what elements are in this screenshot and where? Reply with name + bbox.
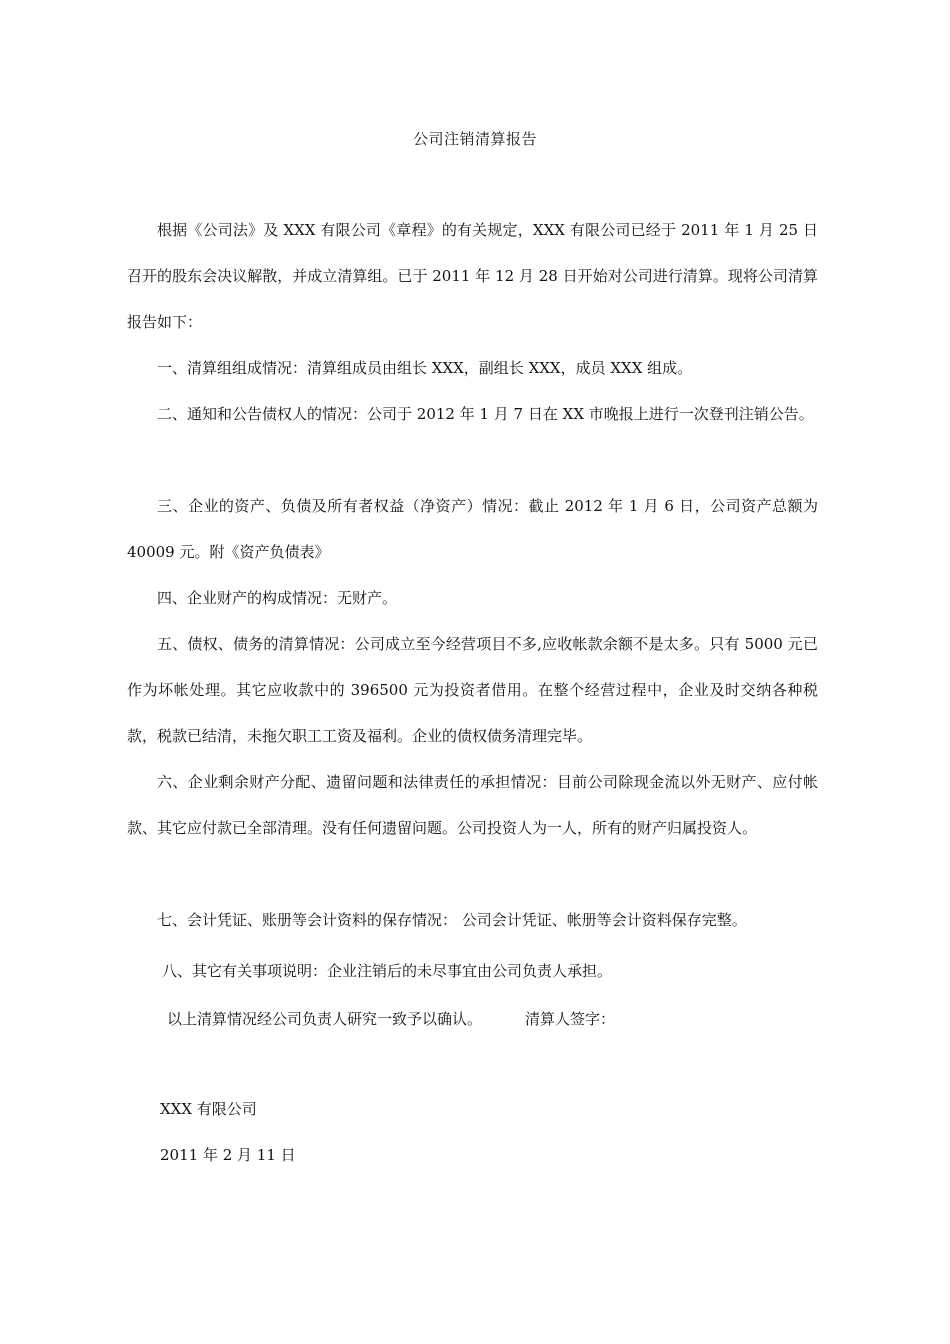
signature-label: 清算人签字： (525, 1010, 616, 1028)
document-date: 2011 年 2 月 11 日 (160, 1146, 296, 1164)
section-5-paragraph: 五、债权、债务的清算情况：公司成立至今经营项目不多,应收帐款余额不是太多。只有 5000 元已作为坏帐处理。其它应收款中的 396500 元为投资者借用。在整个经营过程中，企业及时交纳各种税款，税款已结清，未拖欠职工工资及福利。企业的债权债务清理完毕。 (127, 635, 818, 745)
confirmation-text: 以上清算情况经公司负责人研究一致予以确认。 (167, 1010, 483, 1028)
section-8-paragraph: 八、其它有关事项说明：企业注销后的未尽事宜由公司负责人承担。 (162, 962, 613, 980)
section-1-paragraph: 一、清算组组成情况：清算组成员由组长 XXX，副组长 XXX，成员 XXX 组成。 (157, 359, 693, 377)
section-7-paragraph: 七、会计凭证、账册等会计资料的保存情况： 公司会计凭证、帐册等会计资料保存完整。 (157, 911, 747, 929)
intro-paragraph: 根据《公司法》及 XXX 有限公司《章程》的有关规定，XXX 有限公司已经于 2011 年 1 月 25 日召开的股东会决议解散，并成立清算组。已于 2011 年 12 月 28 日开始对公司进行清算。现将公司清算报告如下： (127, 221, 818, 331)
section-6-paragraph: 六、企业剩余财产分配、遗留问题和法律责任的承担情况：目前公司除现金流以外无财产、应付帐款、其它应付款已全部清理。没有任何遗留问题。公司投资人为一人，所有的财产归属投资人。 (127, 773, 818, 837)
section-3-paragraph: 三、企业的资产、负债及所有者权益（净资产）情况：截止 2012 年 1 月 6 日，公司资产总额为 40009 元。附《资产负债表》 (127, 497, 818, 561)
section-4-paragraph: 四、企业财产的构成情况：无财产。 (157, 589, 398, 607)
section-2-paragraph: 二、通知和公告债权人的情况：公司于 2012 年 1 月 7 日在 XX 市晚报上进行一次登刊注销公告。 (157, 405, 814, 423)
company-name: XXX 有限公司 (160, 1100, 257, 1118)
document-title: 公司注销清算报告 (412, 130, 537, 148)
